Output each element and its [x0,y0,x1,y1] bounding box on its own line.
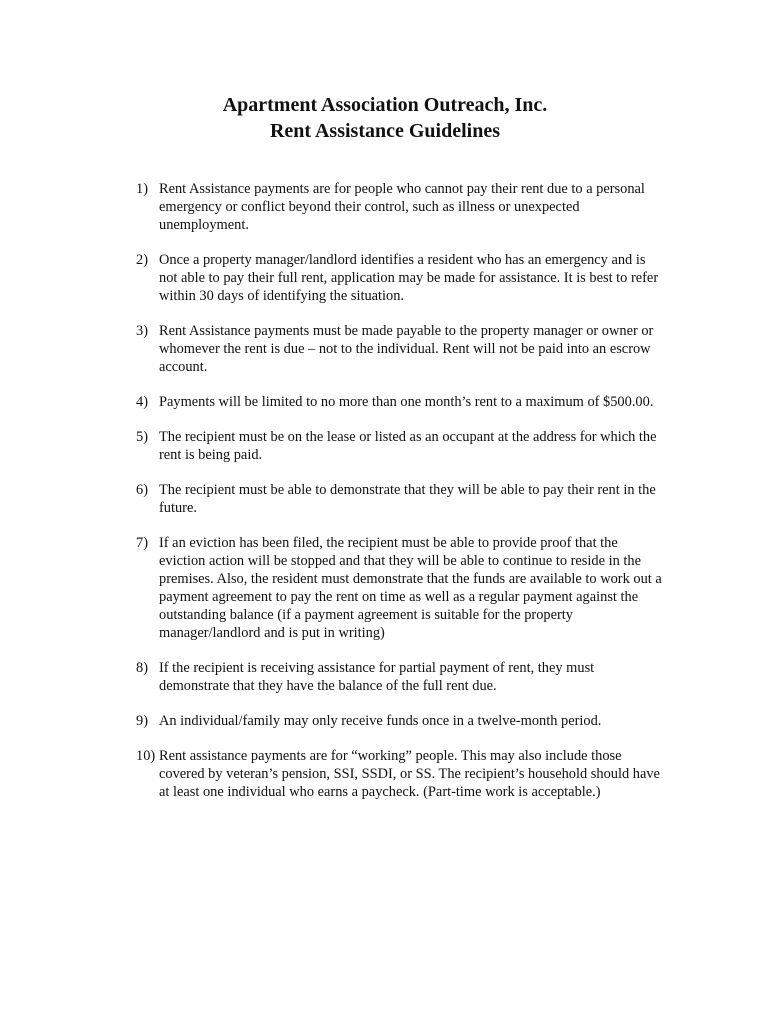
guideline-text: Rent Assistance payments are for people who cannot pay their rent due to a personal emergency or conflict beyond their control, such as illness or unexpected unemployment. [159,181,645,233]
guideline-item [136,534,666,642]
guideline-item [136,180,666,234]
guideline-text: If the recipient is receiving assistance for partial payment of rent, they must demonstrate that they have the balance of the full rent due. [159,660,595,694]
guideline-text: Rent assistance payments are for “working” people. This may also include those covered by veteran’s pension, SSI, SSDI, or SS. The recipient’s household should have at least one individual who earns a paycheck. (Part-time work is acceptable.) [159,748,660,800]
guideline-number: 7) [136,535,148,551]
guideline-item [136,251,666,305]
guideline-text: The recipient must be on the lease or listed as an occupant at the address for which the rent is being paid. [159,429,657,463]
guideline-number: 2) [136,252,148,268]
guideline-number: 1) [136,181,148,197]
guideline-text: If an eviction has been filed, the recipient must be able to provide proof that the eviction action will be stopped and that they will be able to continue to reside in the premises. Also, the resident must demonstrate that the funds are available to work out a payment agreement to pay the rent on time as well as a regular payment against the outstanding balance (if a payment agreement is suitable for the property manager/landlord and is put in writing) [159,535,662,641]
guideline-item [136,481,666,517]
guidelines-list [136,180,666,818]
guideline-number: 4) [136,394,148,410]
guideline-item [136,322,666,376]
guideline-item [136,747,666,801]
guideline-number: 9) [136,713,148,729]
guideline-item [136,659,666,695]
guideline-item [136,712,666,730]
document-title [0,92,770,144]
guideline-number: 8) [136,660,148,676]
guideline-text: Rent Assistance payments must be made payable to the property manager or owner or whomever the rent is due – not to the individual. Rent will not be paid into an escrow account. [159,323,654,375]
guideline-number: 5) [136,429,148,445]
guideline-text: Once a property manager/landlord identifies a resident who has an emergency and is not able to pay their full rent, application may be made for assistance. It is best to refer within 30 days of identifying the situation. [159,252,659,304]
guideline-text: The recipient must be able to demonstrate that they will be able to pay their rent in the future. [159,482,656,516]
guideline-text: Payments will be limited to no more than one month’s rent to a maximum of $500.00. [159,394,654,410]
organization-title: Apartment Association Outreach, Inc. [222,94,548,116]
guideline-item [136,393,666,411]
guideline-number: 6) [136,482,148,498]
guidelines-title: Rent Assistance Guidelines [269,120,501,142]
guideline-number: 10) [136,748,156,764]
guideline-text: An individual/family may only receive funds once in a twelve-month period. [159,713,602,729]
guideline-item [136,428,666,464]
guideline-number: 3) [136,323,148,339]
